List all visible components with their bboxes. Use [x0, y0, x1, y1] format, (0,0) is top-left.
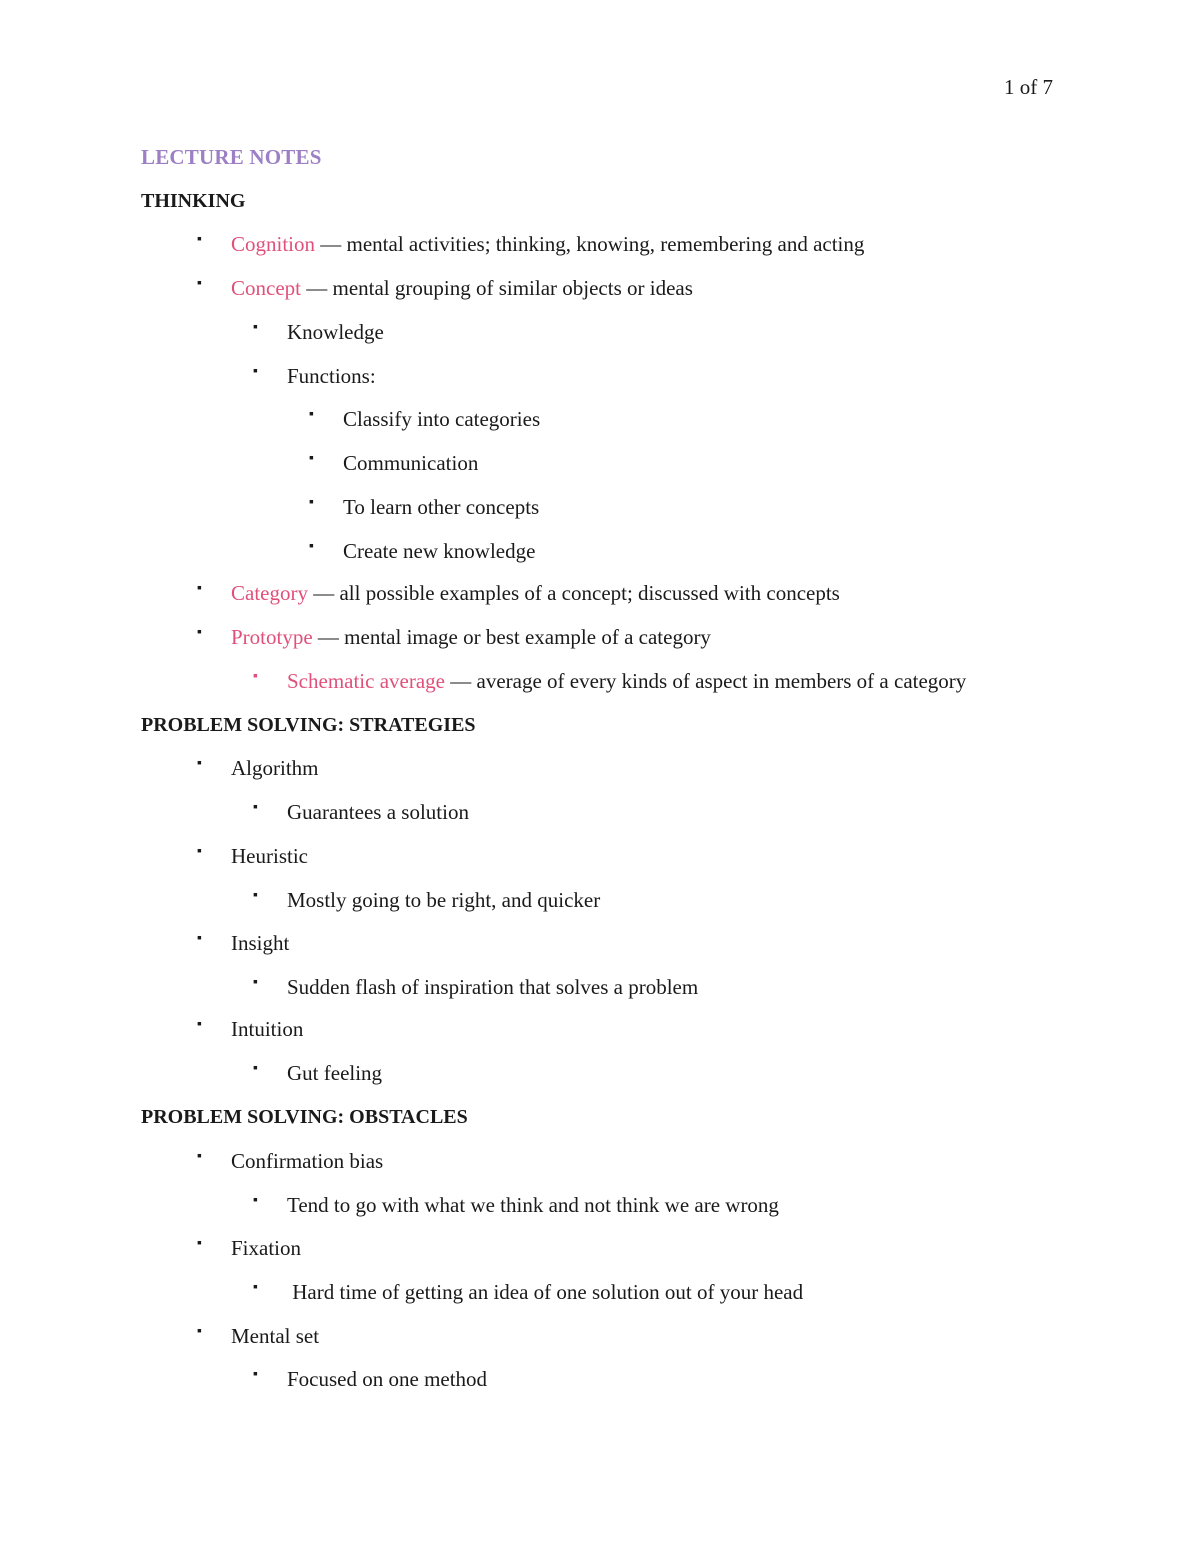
bullet-icon: ▪ [309, 539, 314, 554]
list-item-learn-other [309, 494, 539, 520]
item-text: Communication [343, 451, 479, 475]
list-item-confirmation-bias [197, 1148, 383, 1174]
bullet-icon: ▪ [309, 451, 314, 466]
item-text: Create new knowledge [343, 539, 536, 563]
bullet-icon: ▪ [253, 364, 258, 379]
list-item-heuristic-detail [253, 887, 600, 913]
item-text: Functions: [287, 364, 376, 388]
term-cognition: Cognition [231, 232, 316, 256]
section-heading-obstacles: PROBLEM SOLVING: OBSTACLES [141, 1106, 468, 1128]
list-item-mental-set-detail [253, 1366, 487, 1392]
list-item-functions [253, 363, 376, 389]
list-item-intuition-detail [253, 1060, 382, 1086]
list-item-fixation [197, 1235, 301, 1261]
item-text: To learn other concepts [343, 495, 540, 519]
item-text: Sudden flash of inspiration that solves a problem [287, 975, 699, 999]
bullet-icon: ▪ [197, 276, 202, 291]
bullet-icon: ▪ [253, 1193, 258, 1208]
bullet-icon: ▪ [197, 232, 202, 247]
bullet-icon: ▪ [197, 581, 202, 596]
bullet-icon: ▪ [309, 407, 314, 422]
bullet-icon: ▪ [253, 320, 258, 335]
item-text: Knowledge [287, 320, 384, 344]
item-text: Algorithm [231, 756, 319, 780]
item-text: Gut feeling [287, 1061, 383, 1085]
list-item-fixation-detail [253, 1279, 803, 1305]
list-item-knowledge [253, 319, 384, 345]
bullet-icon: ▪ [197, 756, 202, 771]
definition-cognition: — mental activities; thinking, knowing, remembering and acting [315, 232, 865, 256]
list-item-schematic-average [253, 668, 966, 694]
term-prototype: Prototype [231, 625, 313, 649]
list-item-confirmation-detail [253, 1192, 779, 1218]
item-text: Tend to go with what we think and not think we are wrong [287, 1193, 779, 1217]
bullet-icon: ▪ [253, 800, 258, 815]
item-text: Mental set [231, 1324, 320, 1348]
item-text: Insight [231, 931, 290, 955]
item-text: Hard time of getting an idea of one solution out of your head [287, 1280, 804, 1304]
item-text: Confirmation bias [231, 1149, 384, 1173]
bullet-icon: ▪ [253, 975, 258, 990]
list-item-category [197, 580, 840, 606]
item-text: Focused on one method [287, 1367, 488, 1391]
list-item-concept [197, 275, 693, 301]
list-item-insight-detail [253, 974, 698, 1000]
bullet-icon: ▪ [197, 1236, 202, 1251]
list-item-heuristic [197, 843, 308, 869]
list-item-mental-set [197, 1323, 319, 1349]
list-item-algorithm-detail [253, 799, 469, 825]
bullet-icon: ▪ [197, 625, 202, 640]
list-item-create-new [309, 538, 535, 564]
bullet-icon: ▪ [197, 1017, 202, 1032]
item-text: Fixation [231, 1236, 302, 1260]
list-item-prototype [197, 624, 711, 650]
bullet-icon: ▪ [253, 1061, 258, 1076]
bullet-icon: ▪ [197, 1324, 202, 1339]
item-text: Heuristic [231, 844, 308, 868]
list-item-communication [309, 450, 478, 476]
item-text: Mostly going to be right, and quicker [287, 888, 601, 912]
bullet-icon: ▪ [253, 1367, 258, 1382]
bullet-icon: ▪ [309, 495, 314, 510]
section-heading-thinking: THINKING [141, 190, 246, 212]
bullet-icon: ▪ [197, 844, 202, 859]
definition-prototype: — mental image or best example of a category [312, 625, 711, 649]
term-concept: Concept [231, 276, 301, 300]
section-heading-strategies: PROBLEM SOLVING: STRATEGIES [141, 714, 476, 736]
item-text: Intuition [231, 1017, 304, 1041]
list-item-algorithm [197, 755, 319, 781]
page-number: 1 of 7 [1004, 75, 1053, 99]
list-item-cognition [197, 231, 864, 257]
list-item-insight [197, 930, 289, 956]
bullet-icon: ▪ [253, 888, 258, 903]
list-item-classify [309, 406, 540, 432]
term-category: Category [231, 581, 308, 605]
item-text: Classify into categories [343, 407, 541, 431]
bullet-icon: ▪ [197, 931, 202, 946]
bullet-icon: ▪ [197, 1149, 202, 1164]
definition-concept: — mental grouping of similar objects or ideas [300, 276, 693, 300]
definition-category: — all possible examples of a concept; discussed with concepts [307, 581, 840, 605]
list-item-intuition [197, 1016, 303, 1042]
definition-schematic-average: — average of every kinds of aspect in members of a category [445, 669, 967, 693]
document-title: LECTURE NOTES [141, 145, 322, 169]
bullet-icon: ▪ [253, 1280, 258, 1295]
item-text: Guarantees a solution [287, 800, 469, 824]
bullet-icon: ▪ [253, 669, 258, 684]
term-schematic-average: Schematic average [287, 669, 445, 693]
